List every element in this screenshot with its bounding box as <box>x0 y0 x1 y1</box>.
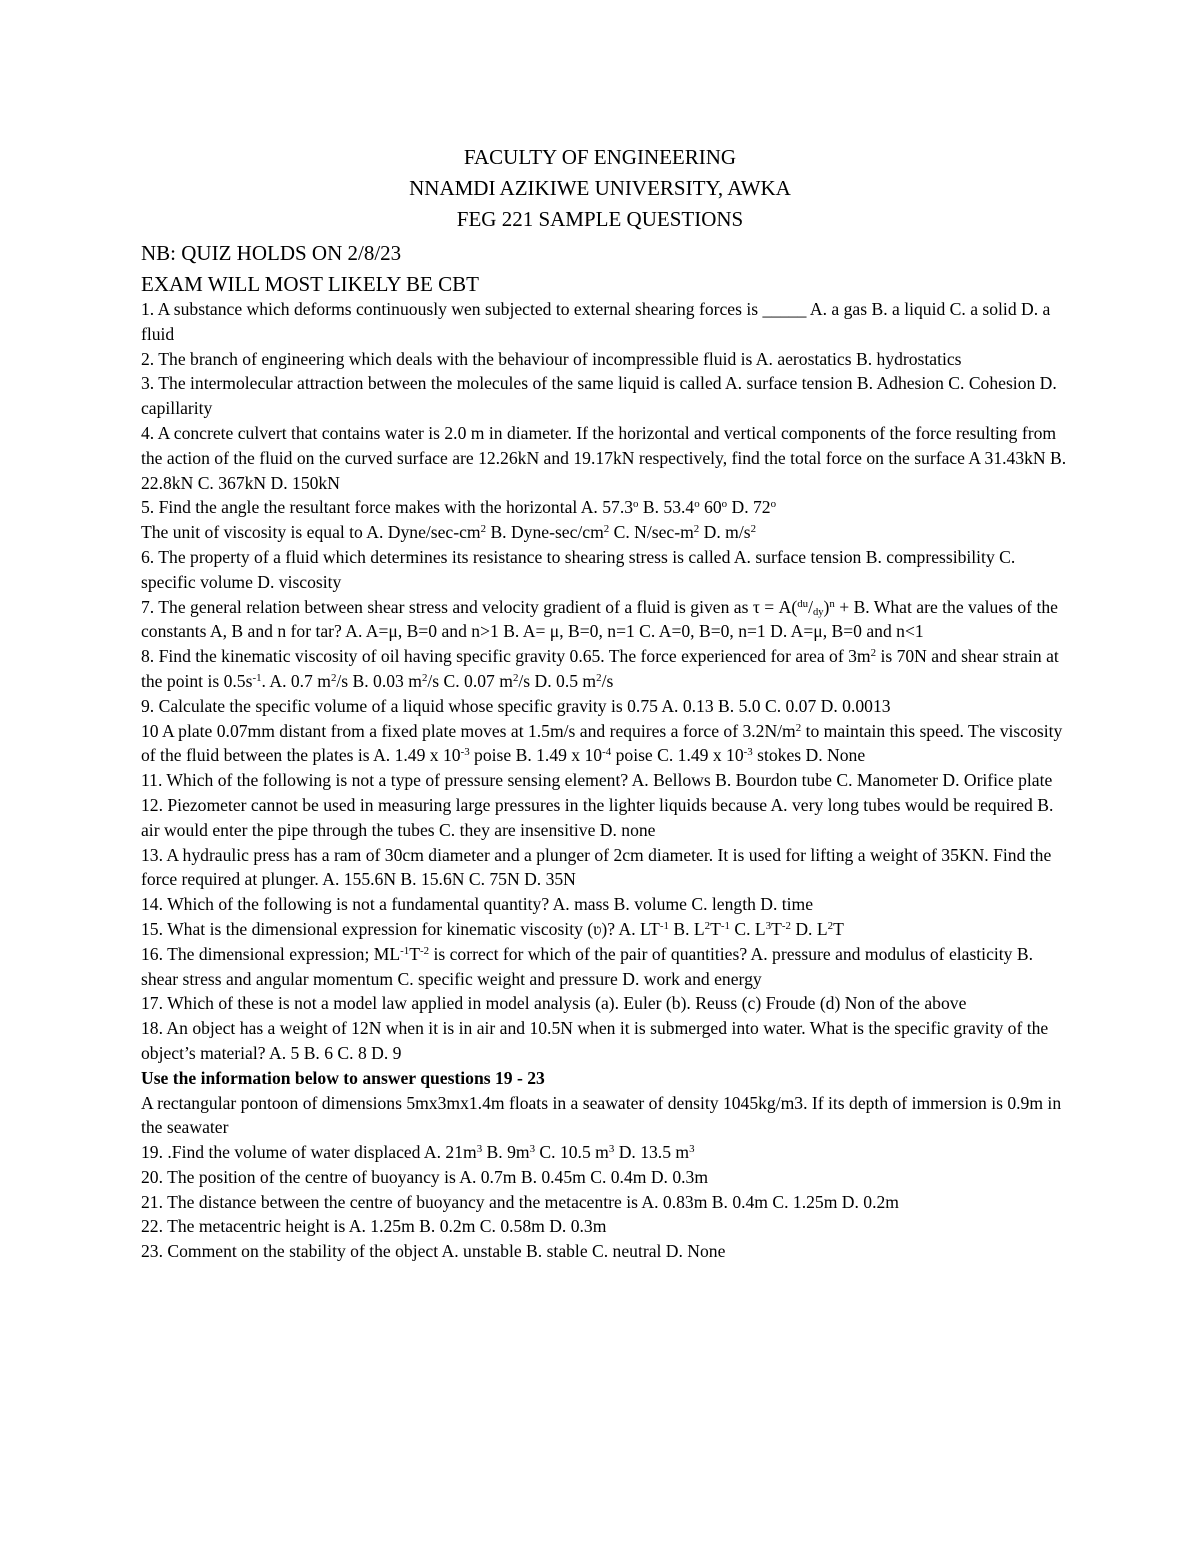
q5-text: 5. Find the angle the resultant force makes with the horizontal A. 57.3 <box>141 497 634 518</box>
question-12: 12. Piezometer cannot be used in measuring large pressures in the lighter liquids because A. very long tubes would be required B. air would enter the pipe through the tubes C. they are insensitive D. none <box>141 794 1054 840</box>
superscript: -1 <box>659 919 669 932</box>
superscript: -3 <box>743 746 753 759</box>
superscript: -1 <box>400 944 410 957</box>
q8-text: /s <box>601 670 614 691</box>
question-2: 2. The branch of engineering which deals with the behaviour of incompressible fluid is A. aerostatics B. hydrostatics <box>141 348 962 369</box>
q15-text: B. L <box>668 918 705 939</box>
q15-text: T <box>771 918 782 939</box>
q7-text: ) <box>823 596 830 617</box>
q19-text: C. 10.5 m <box>535 1142 609 1163</box>
question-6: 6. The property of a fluid which determines its resistance to shearing stress is called A. surface tension B. compressibility C. specific volume D. viscosity <box>141 546 1016 592</box>
question-14: 14. Which of the following is not a fundamental quantity? A. mass B. volume C. length D. time <box>141 894 814 915</box>
superscript: 2 <box>750 523 757 536</box>
superscript: -1 <box>720 919 730 932</box>
degree-sign: o <box>694 498 700 511</box>
question-20: 20. The position of the centre of buoyancy is A. 0.7m B. 0.45m C. 0.4m D. 0.3m <box>141 1166 709 1187</box>
q10-text: poise B. 1.49 x 10 <box>469 745 603 766</box>
question-11: 11. Which of the following is not a type of pressure sensing element? A. Bellows B. Bourdon tube C. Manometer D. Orifice plate <box>141 770 1053 791</box>
question-9: 9. Calculate the specific volume of a liquid whose specific gravity is 0.75 A. 0.13 B. 5.0 C. 0.07 D. 0.0013 <box>141 695 891 716</box>
q8-text: . A. 0.7 m <box>261 670 331 691</box>
superscript: 2 <box>603 523 610 536</box>
q8-text: /s C. 0.07 m <box>427 670 513 691</box>
degree-sign: o <box>633 498 639 511</box>
question-16 <box>141 942 1071 992</box>
question-5 <box>141 495 1071 520</box>
viscosity-text: B. Dyne-sec/cm <box>486 522 604 543</box>
q5-text: 60 <box>699 497 722 518</box>
university-title: NNAMDI AZIKIWE UNIVERSITY, AWKA <box>409 176 791 200</box>
course-title: FEG 221 SAMPLE QUESTIONS <box>456 207 744 231</box>
q10-text: 10 A plate 0.07mm distant from a fixed plate moves at 1.5m/s and requires a force of 3.2N/m <box>141 720 796 741</box>
viscosity-text: The unit of viscosity is equal to A. Dyne/sec-cm <box>141 522 481 543</box>
superscript: 2 <box>512 671 519 684</box>
superscript: 3 <box>608 1143 615 1156</box>
faculty-title: FACULTY OF ENGINEERING <box>463 145 737 169</box>
q15-text: T <box>710 918 721 939</box>
q7-text: + B. What are the values of the constants A, B and n for tar? A. A=μ, B=0 and n>1 B. A= μ, B=0, n=1 C. A=0, B=0, n=1 D. A=μ, B=0 and n<1 <box>141 596 1058 642</box>
q16-text: T <box>409 943 420 964</box>
q19-text: D. 13.5 m <box>614 1142 690 1163</box>
question-18: 18. An object has a weight of 12N when it is in air and 10.5N when it is submerged into water. What is the specific gravity of the object’s material? A. 5 B. 6 C. 8 D. 9 <box>141 1018 1049 1063</box>
document-header <box>0 142 1200 235</box>
q8-text: /s B. 0.03 m <box>336 670 422 691</box>
superscript: 3 <box>765 919 772 932</box>
viscosity-unit-question <box>141 520 1071 545</box>
question-17: 17. Which of these is not a model law applied in model analysis (a). Euler (b). Reuss (c) Froude (d) Non of the above <box>141 993 967 1014</box>
info-heading: Use the information below to answer questions 19 - 23 <box>141 1067 545 1088</box>
question-3: 3. The intermolecular attraction between the molecules of the same liquid is called A. surface tension B. Adhesion C. Cohesion D. capillarity <box>141 373 1057 419</box>
question-4: 4. A concrete culvert that contains water is 2.0 m in diameter. If the horizontal and vertical components of the force resulting from the action of the fluid on the curved surface are 12.26kN and 19.17kN respectively, find the total force on the surface A 31.43kN B. 22.8kN C. 367kN D. 150kN <box>141 422 1067 493</box>
q15-text: 15. What is the dimensional expression for kinematic viscosity (ʋ)? A. LT <box>141 918 660 939</box>
question-15 <box>141 917 1071 942</box>
q10-text: to maintain this speed. The viscosity of the fluid between the plates is A. 1.49 x 10 <box>141 720 1063 766</box>
q5-text: B. 53.4 <box>638 497 695 518</box>
superscript: 3 <box>476 1143 483 1156</box>
question-list <box>141 297 1071 1264</box>
fraction-numerator: du <box>797 597 809 610</box>
superscript: -2 <box>420 944 430 957</box>
superscript: 2 <box>421 671 428 684</box>
question-21: 21. The distance between the centre of buoyancy and the metacentre is A. 0.83m B. 0.4m C. 1.25m D. 0.2m <box>141 1191 899 1212</box>
q8-text: is 70N and shear strain at the point is 0.5s <box>141 646 1059 691</box>
superscript: 2 <box>795 721 802 734</box>
superscript: -2 <box>781 919 791 932</box>
superscript: 2 <box>870 647 877 660</box>
degree-sign: o <box>721 498 728 511</box>
viscosity-text: D. m/s <box>699 522 751 543</box>
q5-text: D. 72 <box>727 497 771 518</box>
q8-text: 8. Find the kinematic viscosity of oil having specific gravity 0.65. The force experienced for area of 3m <box>141 646 871 667</box>
superscript: 2 <box>330 671 337 684</box>
quiz-notice: NB: QUIZ HOLDS ON 2/8/23 <box>141 241 402 265</box>
question-23: 23. Comment on the stability of the object A. unstable B. stable C. neutral D. None <box>141 1241 726 1262</box>
question-22: 22. The metacentric height is A. 1.25m B. 0.2m C. 0.58m D. 0.3m <box>141 1216 607 1237</box>
question-7 <box>141 595 1071 645</box>
q15-text: T <box>833 918 844 939</box>
fraction-denominator: dy <box>812 606 824 618</box>
q15-text: C. L <box>729 918 766 939</box>
q16-text: 16. The dimensional expression; ML <box>141 943 401 964</box>
superscript: 2 <box>596 671 602 684</box>
superscript: 2 <box>704 919 711 932</box>
q19-text: B. 9m <box>482 1142 530 1163</box>
q10-text: poise C. 1.49 x 10 <box>611 745 744 766</box>
question-10 <box>141 719 1071 769</box>
superscript: -4 <box>602 746 612 759</box>
fraction-slash: / <box>808 596 813 617</box>
question-13: 13. A hydraulic press has a ram of 30cm diameter and a plunger of 2cm diameter. It is used for lifting a weight of 35KN. Find the force required at plunger. A. 155.6N B. 15.6N C. 75N D. 35N <box>141 844 1052 890</box>
superscript: 3 <box>529 1143 536 1156</box>
viscosity-text: C. N/sec-m <box>609 522 694 543</box>
q16-text: is correct for which of the pair of quantities? A. pressure and modulus of elasticity B. shear stress and angular momentum C. specific weight and pressure D. work and energy <box>141 943 1033 989</box>
question-1: 1. A substance which deforms continuously wen subjected to external shearing forces is _____ A. a gas B. a liquid C. a solid D. a fluid <box>141 299 1051 344</box>
q8-text: /s D. 0.5 m <box>518 670 597 691</box>
superscript: -1 <box>252 671 262 684</box>
superscript: n <box>829 597 835 610</box>
q15-text: D. L <box>790 918 828 939</box>
superscript: 2 <box>827 919 834 932</box>
question-19 <box>141 1140 1071 1165</box>
question-8 <box>141 644 1071 694</box>
superscript: 2 <box>693 523 700 536</box>
notice-block <box>141 238 1071 300</box>
q7-text: 7. The general relation between shear stress and velocity gradient of a fluid is given as τ = A( <box>141 596 798 617</box>
q10-text: stokes D. None <box>752 745 866 766</box>
degree-sign: o <box>770 498 777 511</box>
superscript: -3 <box>460 746 470 759</box>
exam-notice: EXAM WILL MOST LIKELY BE CBT <box>141 272 479 296</box>
superscript: 3 <box>689 1143 695 1156</box>
info-text: A rectangular pontoon of dimensions 5mx3mx1.4m floats in a seawater of density 1045kg/m3. If its depth of immersion is 0.9m in the seawater <box>141 1092 1062 1138</box>
q19-text: 19. .Find the volume of water displaced A. 21m <box>141 1142 477 1163</box>
superscript: 2 <box>480 523 487 536</box>
